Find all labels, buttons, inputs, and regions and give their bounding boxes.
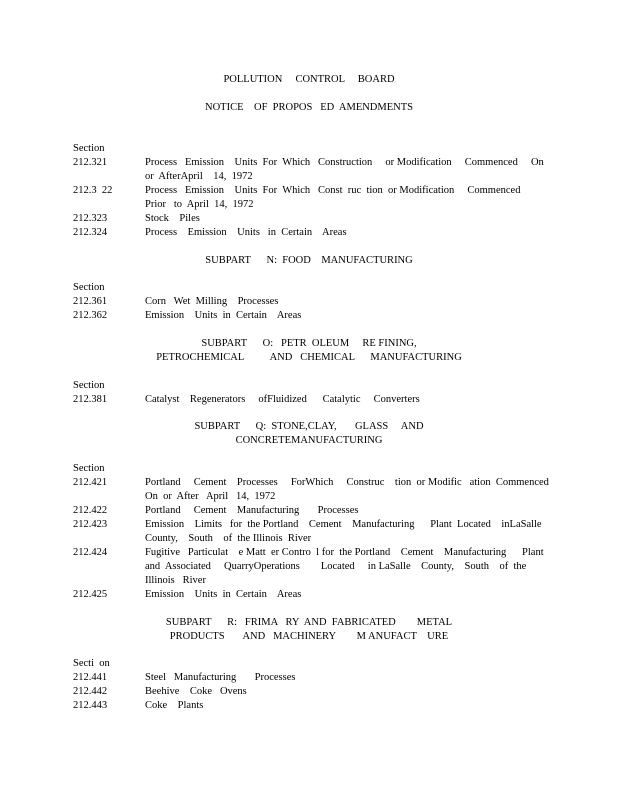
section-label: Secti on	[73, 658, 110, 669]
section-number: 212.321	[73, 157, 108, 168]
section-description-continued: and Associated QuarryOperations Located in LaSalle County, South of the	[145, 561, 527, 572]
section-description: Emission Units in Certain Areas	[145, 310, 302, 321]
section-description: Stock Piles	[145, 213, 200, 224]
section-number: 212.362	[73, 310, 108, 321]
section-number: 212.422	[73, 505, 108, 516]
section-number: 212.443	[73, 700, 108, 711]
section-description: Emission Limits for the Portland Cement Manufacturing Plant Located inLaSalle	[145, 519, 542, 530]
subpart-heading: SUBPART N: FOOD MANUFACTURING	[205, 255, 413, 266]
section-description: Portland Cement Processes ForWhich Construc tion or Modific ation Commenced	[145, 477, 549, 488]
section-description: Process Emission Units in Certain Areas	[145, 227, 347, 238]
section-number: 212.3 22	[73, 185, 113, 196]
section-label: Section	[73, 282, 105, 293]
section-description: Process Emission Units For Which Const ruc tion or Modification Commenced	[145, 185, 521, 196]
subpart-heading-continued: PETROCHEMICAL AND CHEMICAL MANUFACTURING	[156, 352, 462, 363]
section-number: 212.323	[73, 213, 108, 224]
section-description-continued: or AfterApril 14, 1972	[145, 171, 253, 182]
section-number: 212.324	[73, 227, 108, 238]
section-description-continued: Illinois River	[145, 575, 206, 586]
section-description: Process Emission Units For Which Construction or Modification Commenced On	[145, 157, 544, 168]
section-label: Section	[73, 380, 105, 391]
board-title: POLLUTION CONTROL BOARD	[223, 74, 395, 85]
section-number: 212.381	[73, 394, 108, 405]
subpart-heading: SUBPART R: FRIMA RY AND FABRICATED METAL	[165, 617, 453, 628]
section-description: Coke Plants	[145, 700, 204, 711]
notice-title: NOTICE OF PROPOS ED AMENDMENTS	[205, 102, 413, 113]
section-description-continued: On or After April 14, 1972	[145, 491, 276, 502]
section-label: Section	[73, 463, 105, 474]
section-description: Beehive Coke Ovens	[145, 686, 247, 697]
section-description-continued: County, South of the Illinois River	[145, 533, 312, 544]
section-description: Fugitive Particulat e Matt er Contro l for the Portland Cement Manufacturing Plant	[145, 547, 544, 558]
subpart-heading-continued: PRODUCTS AND MACHINERY M ANUFACT URE	[169, 631, 449, 642]
subpart-heading: SUBPART Q: STONE,CLAY, GLASS AND	[194, 421, 424, 432]
section-description-continued: Prior to April 14, 1972	[145, 199, 254, 210]
section-number: 212.423	[73, 519, 108, 530]
section-description: Portland Cement Manufacturing Processes	[145, 505, 359, 516]
section-description: Steel Manufacturing Processes	[145, 672, 296, 683]
section-number: 212.424	[73, 547, 108, 558]
section-description: Emission Units in Certain Areas	[145, 589, 302, 600]
section-label: Section	[73, 143, 105, 154]
section-number: 212.421	[73, 477, 108, 488]
subpart-heading-continued: CONCRETEMANUFACTURING	[235, 435, 383, 446]
section-number: 212.425	[73, 589, 108, 600]
subpart-heading: SUBPART O: PETR OLEUM RE FINING,	[201, 338, 417, 349]
section-description: Catalyst Regenerators ofFluidized Catalytic Converters	[145, 394, 420, 405]
section-number: 212.361	[73, 296, 108, 307]
section-number: 212.442	[73, 686, 108, 697]
section-description: Corn Wet Milling Processes	[145, 296, 279, 307]
section-number: 212.441	[73, 672, 108, 683]
